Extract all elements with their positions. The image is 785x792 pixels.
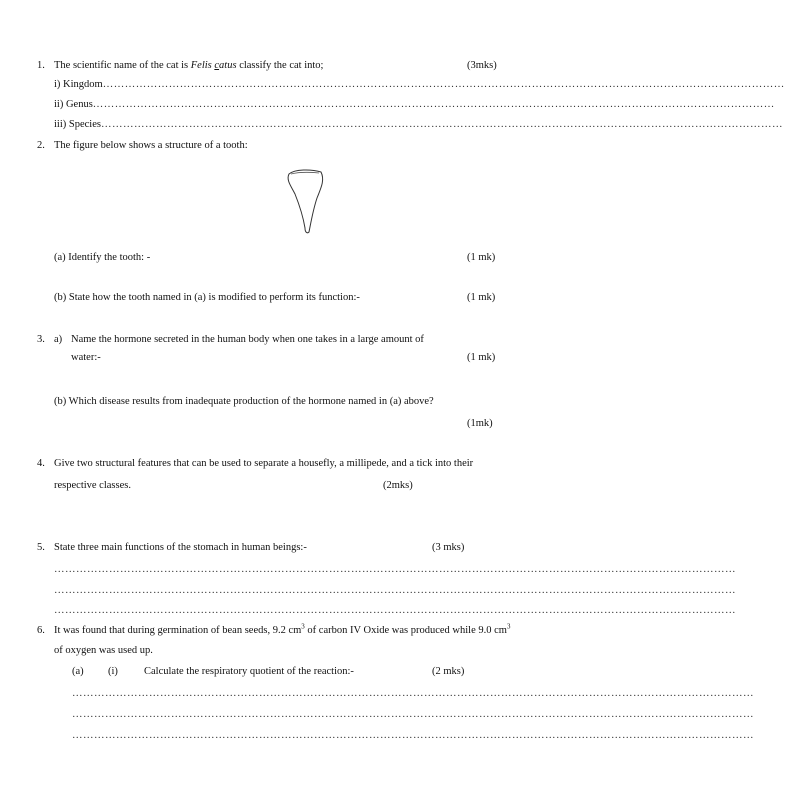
q5-answer-line-2[interactable]: ……………………………………………………………………………………………………………………………………………………………………	[54, 585, 736, 596]
q1-kingdom-label: i) Kingdom	[54, 79, 103, 90]
q5-number: 5.	[37, 542, 45, 553]
q3b-marks: (1mk)	[467, 418, 493, 429]
q5-answer-line-3[interactable]: ……………………………………………………………………………………………………………………………………………………………………	[54, 605, 736, 616]
q1-marks: (3mks)	[467, 60, 497, 71]
q3a-marks: (1 mk)	[467, 352, 496, 363]
q1-species-row	[54, 118, 783, 131]
q1-number: 1.	[37, 60, 45, 71]
q4-question-cont: respective classes.	[54, 480, 131, 491]
q6-question	[54, 624, 510, 637]
q2b-marks: (1 mk)	[467, 292, 496, 303]
q5-answer-line-1[interactable]: ……………………………………………………………………………………………………………………………………………………………………	[54, 564, 736, 575]
q6ai-marks: (2 mks)	[432, 666, 465, 677]
q1-genus: Felis	[190, 60, 212, 71]
answer-line[interactable]: ……………………………………………………………………………………………………………………………………………………………………	[102, 79, 785, 90]
q5-question: State three main functions of the stomach in human beings:-	[54, 542, 307, 553]
q2-number: 2.	[37, 140, 45, 151]
q1-question	[54, 59, 323, 72]
answer-line[interactable]: ……………………………………………………………………………………………………………………………………………………………………	[100, 119, 783, 130]
q6-text-2: of carbon IV Oxide was produced while 9.0 cm	[304, 625, 507, 636]
q6-sup: 3	[506, 622, 511, 631]
q3a-label: a)	[54, 334, 63, 345]
q1-text-end: classify the cat into;	[236, 60, 324, 71]
q2b-question: (b) State how the tooth named in (a) is modified to perform its function:-	[54, 292, 360, 303]
q3b-question: (b) Which disease results from inadequate production of the hormone named in (a) above?	[54, 396, 434, 407]
q1-genus-row	[54, 98, 775, 111]
q5-marks: (3 mks)	[432, 542, 465, 553]
q6a-label: (a)	[72, 666, 84, 677]
q3a-question-cont: water:-	[71, 352, 101, 363]
q6-text: It was found that during germination of bean seeds, 9.2 cm	[54, 625, 302, 636]
q1-genus-label: ii) Genus	[54, 99, 93, 110]
q1-text: The scientific name of the cat is	[54, 60, 191, 71]
q1-kingdom-row	[54, 78, 785, 91]
tooth-figure	[283, 166, 327, 238]
q6-answer-line-1[interactable]: ……………………………………………………………………………………………………………………………………………………………………	[72, 688, 754, 699]
q6ai-question: Calculate the respiratory quotient of the reaction:-	[144, 666, 354, 677]
q4-question: Give two structural features that can be used to separate a housefly, a millipede, and a tick into their	[54, 458, 474, 469]
answer-line[interactable]: ……………………………………………………………………………………………………………………………………………………………………	[92, 99, 775, 110]
q1-species-rest: atus	[219, 60, 237, 71]
q6-answer-line-3[interactable]: ……………………………………………………………………………………………………………………………………………………………………	[72, 730, 754, 741]
q2a-question: (a) Identify the tooth: -	[54, 252, 151, 263]
q4-number: 4.	[37, 458, 45, 469]
q6-answer-line-2[interactable]: ……………………………………………………………………………………………………………………………………………………………………	[72, 709, 754, 720]
q2-question: The figure below shows a structure of a tooth:	[54, 140, 248, 151]
q6-question-cont: of oxygen was used up.	[54, 645, 153, 656]
q1-species-first: c	[214, 60, 220, 71]
q6-sup: 3	[301, 622, 305, 631]
q3a-question: Name the hormone secreted in the human body when one takes in a large amount of	[71, 334, 424, 345]
q1-species-label: iii) Species	[54, 119, 101, 130]
q2a-marks: (1 mk)	[467, 252, 496, 263]
q3-number: 3.	[37, 334, 45, 345]
q6ai-label: (i)	[108, 666, 118, 677]
q6-number: 6.	[37, 625, 45, 636]
q4-marks: (2mks)	[383, 480, 413, 491]
